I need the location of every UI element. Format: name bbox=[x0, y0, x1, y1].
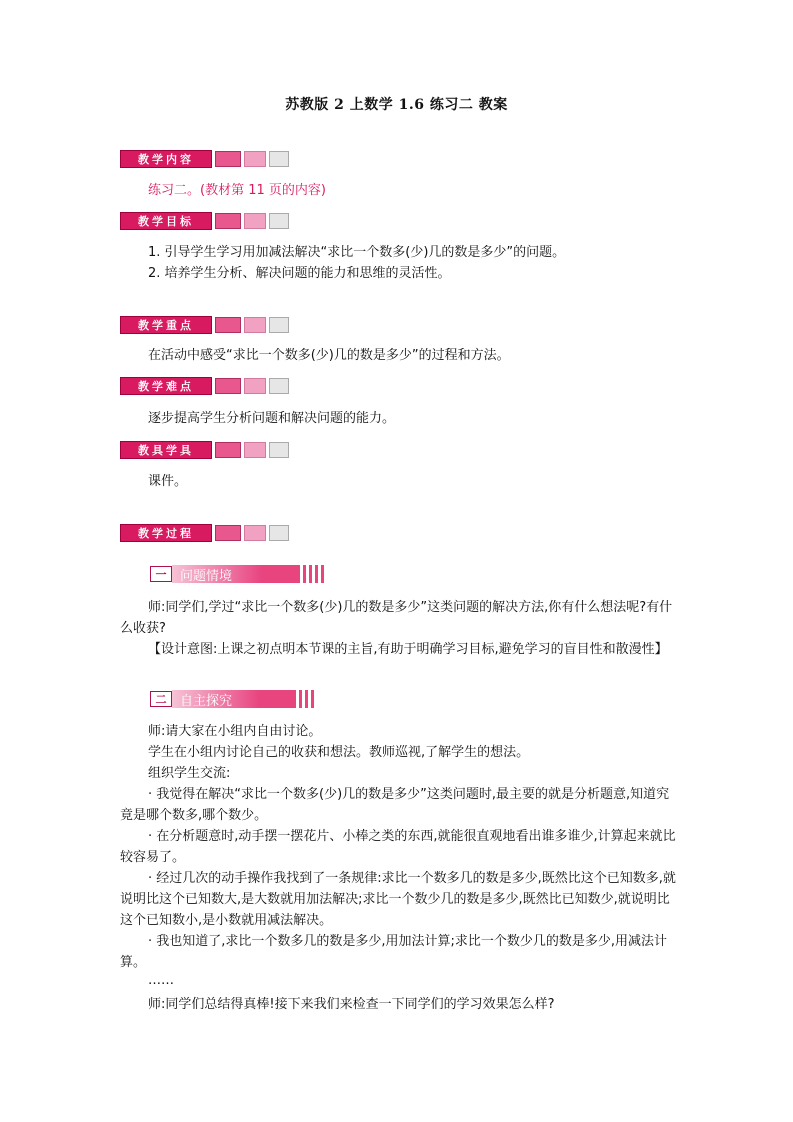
decor-square bbox=[215, 213, 241, 229]
student-remark: · 在分析题意时,动手摆一摆花片、小棒之类的东西,就能很直观地看出谁多谁少,计算起来就比较容易了。 bbox=[120, 829, 676, 865]
subsection-label: 问题情境 bbox=[172, 565, 300, 583]
section-header-tools bbox=[120, 441, 289, 459]
decor-square bbox=[269, 317, 289, 333]
section-label: 教学内容 bbox=[120, 150, 212, 168]
student-remark: · 我也知道了,求比一个数多几的数是多少,用加法计算;求比一个数少几的数是多少,用减法计算。 bbox=[120, 934, 668, 970]
decor-square bbox=[244, 442, 266, 458]
decor-bar bbox=[309, 565, 312, 583]
decor-square bbox=[269, 213, 289, 229]
decor-bar bbox=[315, 565, 318, 583]
section-header-content bbox=[120, 150, 289, 168]
subsection-number: 二 bbox=[150, 691, 172, 707]
decor-square bbox=[244, 151, 266, 167]
decor-square bbox=[269, 151, 289, 167]
section-label: 教具学具 bbox=[120, 441, 212, 459]
section-header-key bbox=[120, 316, 289, 334]
decor-bar bbox=[321, 565, 324, 583]
paragraph: 师:同学们,学过“求比一个数多(少)几的数是多少”这类问题的解决方法,你有什么想法呢?有什么收获? bbox=[120, 600, 673, 636]
decor-square bbox=[215, 317, 241, 333]
decor-bar bbox=[299, 690, 302, 708]
ellipsis: …… bbox=[148, 973, 174, 988]
design-intent-note: 【设计意图:上课之初点明本节课的主旨,有助于明确学习目标,避免学习的盲目性和散漫性】 bbox=[148, 642, 668, 657]
subsection-header-1 bbox=[150, 565, 324, 583]
paragraph: 组织学生交流: bbox=[148, 766, 231, 781]
tools-text: 课件。 bbox=[148, 474, 188, 489]
student-remark: · 我觉得在解决“求比一个数多(少)几的数是多少”这类问题时,最主要的就是分析题意,知道究竟是哪个数多,哪个数少。 bbox=[120, 787, 670, 823]
decor-square bbox=[269, 525, 289, 541]
section-header-difficult bbox=[120, 377, 289, 395]
key-text: 在活动中感受“求比一个数多(少)几的数是多少”的过程和方法。 bbox=[148, 348, 510, 363]
decor-square bbox=[244, 525, 266, 541]
section-label: 教学难点 bbox=[120, 377, 212, 395]
decor-square bbox=[215, 525, 241, 541]
difficult-text: 逐步提高学生分析问题和解决问题的能力。 bbox=[148, 411, 396, 426]
decor-bar bbox=[305, 690, 308, 708]
subsection-header-2 bbox=[150, 690, 314, 708]
section-label: 教学过程 bbox=[120, 524, 212, 542]
subsection-label: 自主探究 bbox=[172, 690, 296, 708]
decor-square bbox=[244, 378, 266, 394]
paragraph: 学生在小组内讨论自己的收获和想法。教师巡视,了解学生的想法。 bbox=[148, 745, 530, 760]
decor-square bbox=[269, 442, 289, 458]
decor-square bbox=[215, 151, 241, 167]
decor-square bbox=[244, 213, 266, 229]
goal-item-2: 2. 培养学生分析、解决问题的能力和思维的灵活性。 bbox=[148, 266, 451, 281]
content-text: 练习二。(教材第 11 页的内容) bbox=[148, 183, 326, 198]
decor-square bbox=[215, 378, 241, 394]
student-remark: · 经过几次的动手操作我找到了一条规律:求比一个数多几的数是多少,既然比这个已知数多,就说明比这个已知数大,是大数就用加法解决;求比一个数少几的数是多少,既然比已知数少,就说明比这个已知数小,是小数就用减法解决。 bbox=[120, 871, 676, 928]
document-title: 苏教版 2 上数学 1.6 练习二 教案 bbox=[285, 97, 508, 113]
paragraph: 师:请大家在小组内自由讨论。 bbox=[148, 724, 322, 739]
decor-square bbox=[244, 317, 266, 333]
decor-square bbox=[269, 378, 289, 394]
section-header-process bbox=[120, 524, 289, 542]
section-header-goals bbox=[120, 212, 289, 230]
decor-bar bbox=[303, 565, 306, 583]
section-label: 教学目标 bbox=[120, 212, 212, 230]
paragraph: 师:同学们总结得真棒!接下来我们来检查一下同学们的学习效果怎么样? bbox=[148, 997, 555, 1012]
decor-square bbox=[215, 442, 241, 458]
subsection-number: 一 bbox=[150, 566, 172, 582]
goal-item-1: 1. 引导学生学习用加减法解决“求比一个数多(少)几的数是多少”的问题。 bbox=[148, 245, 566, 260]
decor-bar bbox=[311, 690, 314, 708]
section-label: 教学重点 bbox=[120, 316, 212, 334]
